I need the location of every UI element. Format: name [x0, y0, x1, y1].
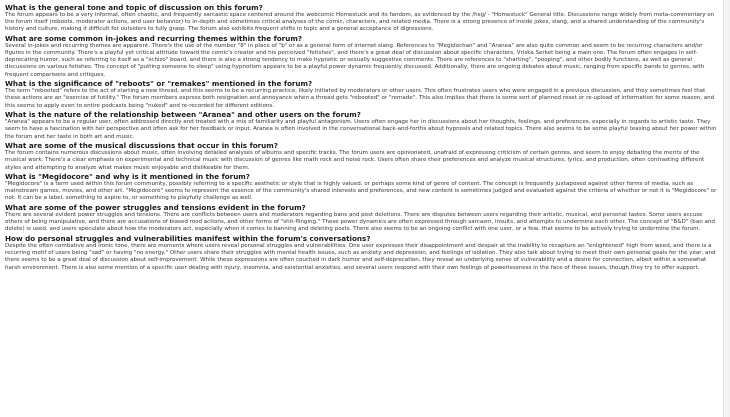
faq-section	[5, 79, 720, 109]
faq-answer: "Aranea" appears to be a regular user, often addressed directly and treated with a mix of familiarity and playful antagonism. Users often engage her in discussions about her thoughts, feelings, and preferences, especially in regards to artistic taste. They seem to have a fascination with her perspective and often ask for her feedback or input. Aranea is often involved in the conversational back-and-forths about hypnosis and related topics. There also seems to be some playful teasing about her power within the forum and her taste in both art and music.	[5, 119, 717, 140]
faq-answer: There are several evident power struggles and tensions. There are conflicts between users and moderators regarding bans and post deletions. There are disputes between users regarding their artistic, musical, and personal tastes. Some users accuse others of being manipulative, and there are accusations of biased mod actions, and other forms of "shit-flinging." These power dynamics are often expressed through sarcasm, insults, and attempts to undermine each other. The concept of "B&D" (ban and delete) is used, and users speculate about how the moderators act, especially when it comes to banning and deleting posts. There also seems to be an ongoing conflict with one user, or a few, that seems to be actively trying to undermine the forum.	[5, 212, 715, 233]
faq-answer: "Megidocore" is a term used within this forum community, possibly referring to a specific aesthetic or style that is highly valued, or perhaps some kind of genre of content. The concept is frequently juxtaposed against other forms of media, such as mainstream games, movies, and other art. "Megidocore" seems to represent the essence of the community's shared interests and preferences, and new content is sometimes judged and evaluated against the criteria of whether or not it is "Megidocore" or not. It can be a label, something to aspire to, or something to playfully challenge as well.	[5, 181, 717, 202]
faq-answer: Several in-jokes and recurring themes are apparent. There's the use of the number "8" in place of "b" or as a general form of internet slang. References to "Megidochan" and "Aranea" are also quite common and seem to be recurring characters and/or figures in the community. There's a playful yet critical attitude toward the comic's creator and his perceived "fetishes", and there's a great deal of discussion about specific characters, Vriska Serket being a main one. The forum often engages in self-deprecating humor, such as referring to itself as a "schizo" board, and there is also a strong tendency to make hypnotic or sexually suggestive comments. There are references to "sharting", "pooping", and other bodily functions, as well as general discussions on various fetishes. The concept of "putting someone to sleep" using hypnotism appears to be a playful power dynamic frequently discussed. Additionally, there are ongoing debates about music, ranging from specific bands to genres, with frequent comparisons and critiques.	[5, 42, 705, 78]
faq-answer: The term "rebooted" refers to the act of starting a new thread, and this seems to be a recurring practice, likely initiated by moderators or other users. This often frustrates users who were engaged in a previous discussion, and they sometimes feel that these actions are an "exercise of futility." The forum members express both resignation and annoyance when a thread gets "rebooted" or "remade". This also implies that there is some sort of planned reset or re-upload of information for some reason, and this seems to apply even to entire podcasts being "nuked" and re-recorded for different editions.	[5, 88, 715, 109]
faq-question: What is the significance of "reboots" or "remakes" mentioned in the forum?	[5, 79, 313, 89]
faq-question: What are some of the musical discussions that occur in this forum?	[5, 141, 278, 151]
faq-question: What are some of the power struggles and tensions evident in the forum?	[5, 203, 306, 213]
faq-section	[5, 34, 720, 79]
faq-answer: The forum contains numerous discussions about music, often involving detailed analyses of albums and specific tracks. The forum users are opinionated, unafraid of expressing criticism of certain genres, and seem to enjoy debating the merits of the musical work. There's a clear emphasis on experimental and technical music with discussion of genres like math rock and noise rock. Users often share their preferences and analyze musical structures, lyrics, and production, often contrasting different styles and attempting to analyze what makes music enjoyable and dislikeable for them.	[5, 150, 705, 171]
faq-section	[5, 203, 720, 233]
faq-document	[5, 3, 720, 272]
faq-section	[5, 141, 720, 171]
faq-section	[5, 234, 720, 272]
faq-answer: The forum appears to be a very informal, often chaotic, and frequently sarcastic space centered around the webcomic Homestuck and its fandom, as evidenced by the /hsg/ - "Homestuck" General title. Discussions range widely from meta-commentary on the forum itself (reboots, moderator actions, and user behavior) to in-depth and sometimes critical analyses of the comic, characters, and related media. There is a strong presence of inside jokes, slang, and a shared understanding of the community's history and culture, making it difficult for outsiders to fully grasp. The forum also exhibits frequent shifts in topic and a general acceptance of digressions.	[5, 12, 715, 33]
faq-answer: Despite the often combative and ironic tone, there are moments where users reveal personal struggles and vulnerabilities. One user expresses their disappointment and despair at the inability to recapture an "enlightened" high from weed, and there is a recurring motif of users being "sad" or having "no energy." Other users share their struggles with mental health issues, such as anxiety and depression, and feelings of isolation. They also talk about trying to meet their own personal goals for the year, and there seems to be a great deal of discussion about self-improvement. While these expressions are often couched in dark humor and self-deprecation, they reveal an underlying sense of vulnerability and a desire for connection, albeit within a somewhat harsh environment. There is also some mention of a specific user dealing with injury, insomnia, and existential anxieties, and several users respond with their own feelings of powerlessness in the face of these issues, though they try to offer support.	[5, 243, 716, 271]
scrollbar[interactable]	[723, 0, 730, 417]
faq-section	[5, 172, 720, 202]
faq-question: What are some common in-jokes and recurring themes within the forum?	[5, 33, 302, 43]
faq-section	[5, 3, 720, 33]
faq-question: What is the general tone and topic of discussion on this forum?	[5, 3, 263, 12]
faq-question: What is the nature of the relationship between "Aranea" and other users on the forum?	[5, 110, 361, 120]
faq-question: What is "Megidocore" and why is it mentioned in the forum?	[5, 172, 250, 182]
faq-section	[5, 110, 720, 140]
faq-question: How do personal struggles and vulnerabilities manifest within the forum's conversations?	[5, 234, 371, 244]
